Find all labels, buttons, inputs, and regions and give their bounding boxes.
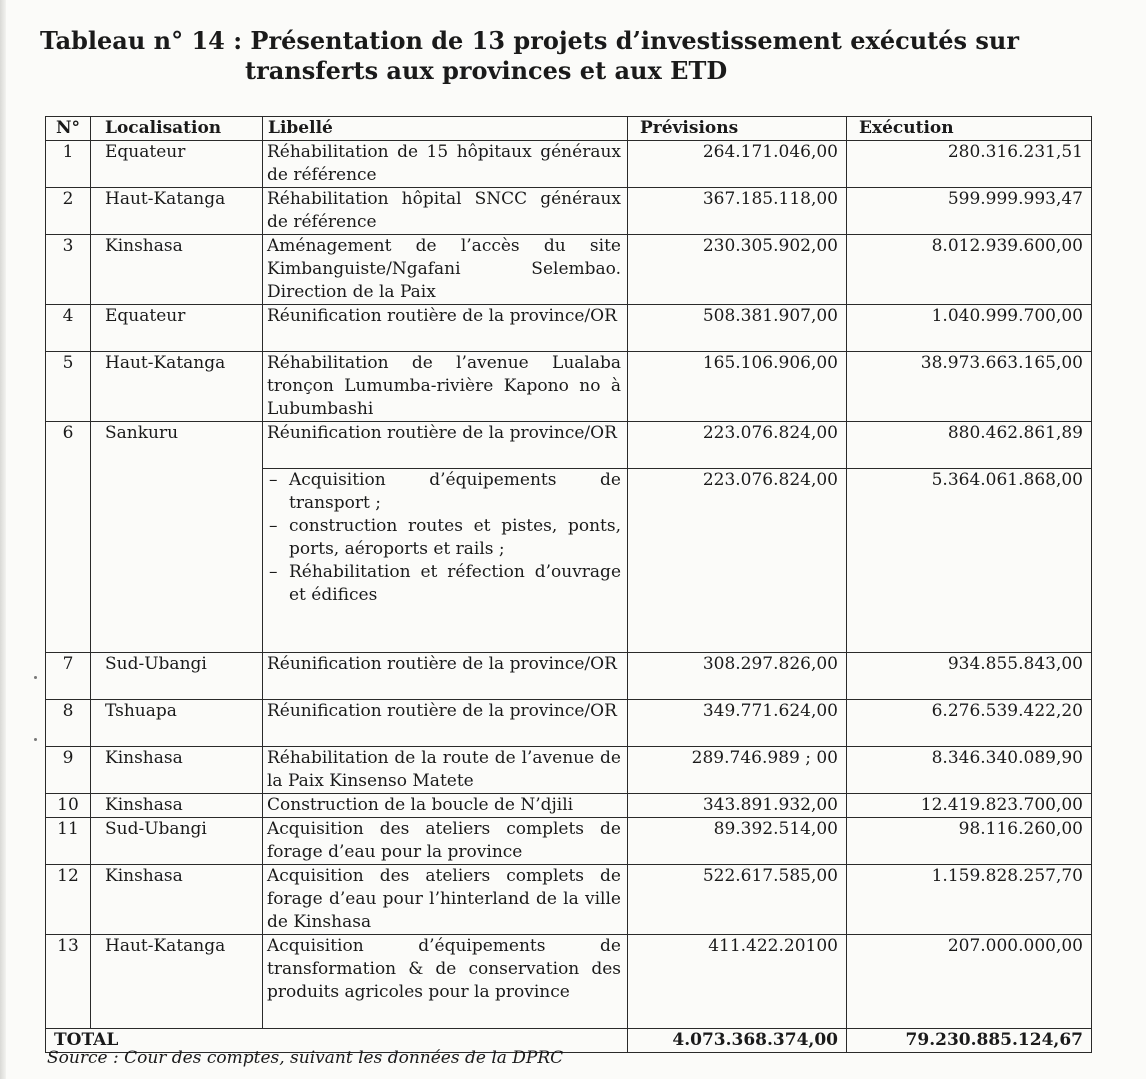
cell-libelle: Acquisition des ateliers complets de forage d’eau pour la province: [263, 818, 628, 865]
cell-execution: 12.419.823.700,00: [847, 794, 1092, 818]
cell-localisation: Kinshasa: [91, 865, 263, 935]
cell-num: 7: [46, 653, 91, 700]
cell-previsions: 367.185.118,00: [628, 188, 847, 235]
cell-execution: 8.012.939.600,00: [847, 235, 1092, 305]
cell-num: 13: [46, 935, 91, 1029]
title-line-1: Tableau n° 14 : Présentation de 13 projets d’investissement exécutés sur: [40, 26, 1019, 55]
cell-execution: 8.346.340.089,90: [847, 747, 1092, 794]
cell-localisation: Kinshasa: [91, 794, 263, 818]
bullet-item: – construction routes et pistes, ponts, ports, aéroports et rails ;: [267, 515, 621, 561]
cell-num: 4: [46, 305, 91, 352]
cell-localisation: Haut-Katanga: [91, 188, 263, 235]
table-source-note: Source : Cour des comptes, suivant les données de la DPRC: [47, 1048, 564, 1068]
cell-num: 10: [46, 794, 91, 818]
table-row: [46, 700, 1092, 747]
cell-previsions: 264.171.046,00: [628, 141, 847, 188]
cell-localisation: Equateur: [91, 305, 263, 352]
table-title: [40, 26, 1120, 86]
cell-execution: 1.159.828.257,70: [847, 865, 1092, 935]
cell-localisation: Equateur: [91, 141, 263, 188]
table-row: [46, 794, 1092, 818]
cell-previsions: 508.381.907,00: [628, 305, 847, 352]
cell-execution: 1.040.999.700,00: [847, 305, 1092, 352]
cell-num: 11: [46, 818, 91, 865]
cell-num: 8: [46, 700, 91, 747]
cell-previsions: 349.771.624,00: [628, 700, 847, 747]
cell-execution: 207.000.000,00: [847, 935, 1092, 1029]
cell-libelle: Réhabilitation de la route de l’avenue de la Paix Kinsenso Matete: [263, 747, 628, 794]
cell-num: 1: [46, 141, 91, 188]
cell-previsions: 308.297.826,00: [628, 653, 847, 700]
cell-localisation: Sud-Ubangi: [91, 653, 263, 700]
header-execution: Exécution: [847, 117, 1092, 141]
cell-previsions: 411.422.20100: [628, 935, 847, 1029]
table-header-row: [46, 117, 1092, 141]
cell-libelle: Réunification routière de la province/OR: [263, 422, 628, 469]
cell-num: 2: [46, 188, 91, 235]
cell-execution: 5.364.061.868,00: [847, 469, 1092, 653]
cell-previsions: 223.076.824,00: [628, 422, 847, 469]
cell-libelle: Réunification routière de la province/OR: [263, 700, 628, 747]
cell-localisation: Tshuapa: [91, 700, 263, 747]
cell-libelle: Réunification routière de la province/OR: [263, 305, 628, 352]
cell-previsions: 289.746.989 ; 00: [628, 747, 847, 794]
cell-libelle: Réhabilitation de l’avenue Lualaba tronçon Lumumba-rivière Kapono no à Lubumbashi: [263, 352, 628, 422]
cell-num: 3: [46, 235, 91, 305]
bullet-list: [267, 469, 621, 607]
cell-previsions: 343.891.932,00: [628, 794, 847, 818]
margin-dot: [34, 676, 37, 679]
cell-libelle: Acquisition d’équipements de transformation & de conservation des produits agricoles pour la province: [263, 935, 628, 1029]
table-row: [46, 865, 1092, 935]
cell-localisation: Sankuru: [91, 422, 263, 653]
cell-localisation: Haut-Katanga: [91, 352, 263, 422]
margin-dot: [34, 738, 37, 741]
cell-execution: 280.316.231,51: [847, 141, 1092, 188]
cell-localisation: Kinshasa: [91, 235, 263, 305]
title-line-2: transferts aux provinces et aux ETD: [245, 56, 728, 85]
cell-num: 6: [46, 422, 91, 653]
cell-libelle: Réhabilitation hôpital SNCC généraux de référence: [263, 188, 628, 235]
projects-table: [45, 116, 1092, 1053]
table-row: [46, 188, 1092, 235]
cell-libelle: Aménagement de l’accès du site Kimbanguiste/Ngafani Selembao. Direction de la Paix: [263, 235, 628, 305]
table-row: [46, 235, 1092, 305]
total-previsions: 4.073.368.374,00: [628, 1029, 847, 1053]
cell-num: 9: [46, 747, 91, 794]
cell-libelle: Réunification routière de la province/OR: [263, 653, 628, 700]
header-libelle: Libellé: [263, 117, 628, 141]
cell-previsions: 223.076.824,00: [628, 469, 847, 653]
cell-num: 5: [46, 352, 91, 422]
table-row: [46, 818, 1092, 865]
total-label: TOTAL: [46, 1029, 628, 1053]
cell-num: 12: [46, 865, 91, 935]
cell-localisation: Haut-Katanga: [91, 935, 263, 1029]
header-num: N°: [46, 117, 91, 141]
table-row: [46, 352, 1092, 422]
page-edge: [0, 0, 6, 1079]
cell-libelle: Réhabilitation de 15 hôpitaux généraux de référence: [263, 141, 628, 188]
cell-execution: 98.116.260,00: [847, 818, 1092, 865]
cell-localisation: Sud-Ubangi: [91, 818, 263, 865]
cell-execution: 599.999.993,47: [847, 188, 1092, 235]
cell-libelle: Construction de la boucle de N’djili: [263, 794, 628, 818]
bullet-item: – Réhabilitation et réfection d’ouvrage et édifices: [267, 561, 621, 607]
total-execution: 79.230.885.124,67: [847, 1029, 1092, 1053]
cell-previsions: 522.617.585,00: [628, 865, 847, 935]
table-row: [46, 747, 1092, 794]
cell-execution: 934.855.843,00: [847, 653, 1092, 700]
header-previsions: Prévisions: [628, 117, 847, 141]
table-row: [46, 653, 1092, 700]
cell-execution: 38.973.663.165,00: [847, 352, 1092, 422]
cell-execution: 6.276.539.422,20: [847, 700, 1092, 747]
table-row: [46, 141, 1092, 188]
cell-localisation: Kinshasa: [91, 747, 263, 794]
header-localisation: Localisation: [91, 117, 263, 141]
cell-libelle-bullets: [263, 469, 628, 653]
bullet-item: – Acquisition d’équipements de transport ;: [267, 469, 621, 515]
table-row: [46, 305, 1092, 352]
cell-execution: 880.462.861,89: [847, 422, 1092, 469]
cell-previsions: 165.106.906,00: [628, 352, 847, 422]
table-row: [46, 935, 1092, 1029]
cell-libelle: Acquisition des ateliers complets de forage d’eau pour l’hinterland de la ville de Kinshasa: [263, 865, 628, 935]
cell-previsions: 230.305.902,00: [628, 235, 847, 305]
table-row: [46, 422, 1092, 469]
cell-previsions: 89.392.514,00: [628, 818, 847, 865]
